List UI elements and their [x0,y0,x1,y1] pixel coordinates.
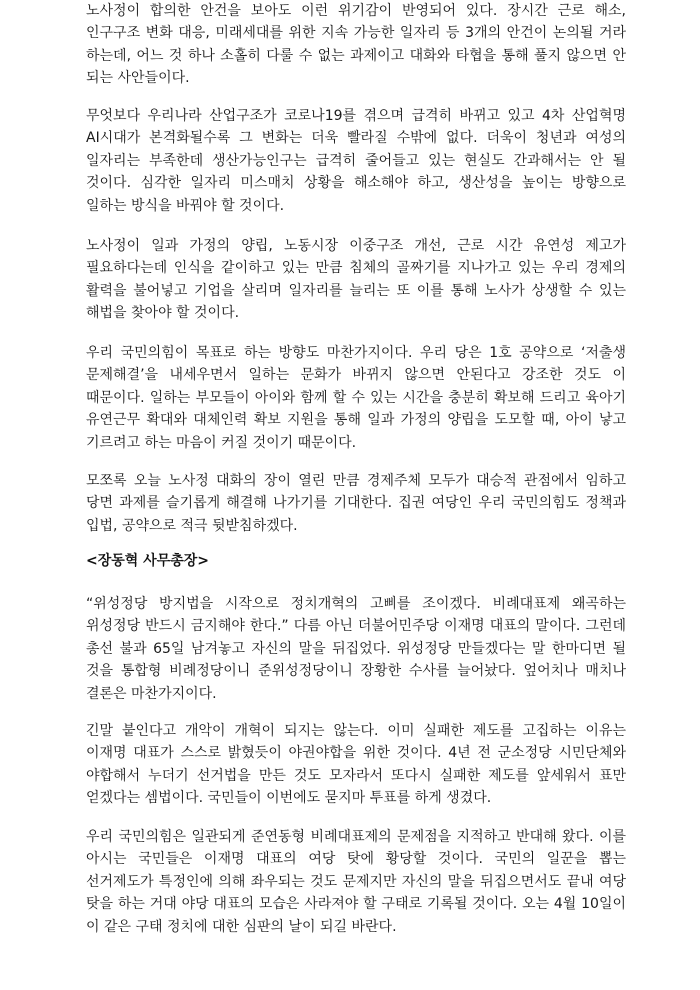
paragraph-3: 노사정이 일과 가정의 양립, 노동시장 이중구조 개선, 근로 시간 유연성 제고가 필요하다는데 인식을 같이하고 있는 만큼 침체의 골짜기를 지나가고 있는 우리 경제의 활력을 불어넣고 기업을 살리며 일자리를 늘리는 또 이를 통해 노사가 상생할 수 있는 해법을 찾아야 할 것이다. [86,238,626,322]
paragraph-1: 노사정이 합의한 안건을 보아도 이런 위기감이 반영되어 있다. 장시간 근로 해소, 인구구조 변화 대응, 미래세대를 위한 지속 가능한 일자리 등 3개의 안건이 논의될 거라 하는데, 어느 것 하나 소홀히 다룰 수 없는 과제이고 대화와 타협을 통해 풀지 않으면 안 되는 사안들이다. [86,3,626,87]
paragraph-7: 긴말 붙인다고 개악이 개혁이 되지는 않는다. 이미 실패한 제도를 고집하는 이유는 이재명 대표가 스스로 밝혔듯이 야권야합을 위한 것이다. 4년 전 군소정당 시민단체와 야합해서 누더기 선거법을 만든 것도 모자라서 또다시 실패한 제도를 앞세워서 표만 얻겠다는 셈법이다. 국민들이 이번에도 묻지마 투표를 하게 생겼다. [86,723,626,807]
paragraph-8: 우리 국민의힘은 일관되게 준연동형 비례대표제의 문제점을 지적하고 반대해 왔다. 이를 아시는 국민들은 이재명 대표의 여당 탓에 황당할 것이다. 국민의 일꾼을 뽑는 선거제도가 특정인에 의해 좌우되는 것도 문제지만 자신의 말을 뒤집으면서도 끝내 여당 탓을 하는 거대 야당 대표의 모습은 사라져야 할 구태로 기록될 것이다. 오는 4월 10일이 이 같은 구태 정치에 대한 심판의 날이 되길 바란다. [86,829,626,935]
section-heading: <장동혁 사무총장> [86,553,210,569]
paragraph-6: “위성정당 방지법을 시작으로 정치개혁의 고삐를 조이겠다. 비례대표제 왜곡하는 위성정당 반드시 금지해야 한다.” 다름 아닌 더불어민주당 이재명 대표의 말이다. 그런데 총선 불과 65일 남겨놓고 자신의 말을 뒤집었다. 위성정당 만들겠다는 말 한마디면 될 것을 통합형 비례정당이니 준위성정당이니 장황한 수사를 늘어놨다. 엎어치나 매치나 결론은 마찬가지이다. [86,596,626,702]
paragraph-5: 모쪼록 오늘 노사정 대화의 장이 열린 만큼 경제주체 모두가 대승적 관점에서 임하고 당면 과제를 슬기롭게 해결해 나가기를 기대한다. 집권 여당인 우리 국민의힘도 정책과 입법, 공약으로 적극 뒷받침하겠다. [86,473,626,534]
paragraph-2: 무엇보다 우리나라 산업구조가 코로나19를 겪으며 급격히 바뀌고 있고 4차 산업혁명 AI시대가 본격화될수록 그 변화는 더욱 빨라질 수밖에 없다. 더욱이 청년과 여성의 일자리는 부족한데 생산가능인구는 급격히 줄어들고 있는 현실도 간과해서는 안 될 것이다. 심각한 일자리 미스매치 상황을 해소해야 하고, 생산성을 높이는 방향으로 일하는 방식을 바꿔야 할 것이다. [86,108,626,214]
paragraph-4: 우리 국민의힘이 목표로 하는 방향도 마찬가지이다. 우리 당은 1호 공약으로 ‘저출생 문제해결’을 내세우면서 일하는 문화가 바뀌지 않으면 안된다고 강조한 것도 이 때문이다. 일하는 부모들이 아이와 함께 할 수 있는 시간을 충분히 확보해 드리고 육아기 유연근무 확대와 대체인력 확보 지원을 통해 일과 가정의 양립을 도모할 때, 아이 낳고 기르려고 하는 마음이 커질 것이기 때문이다. [86,345,626,451]
document-page [86,0,626,990]
